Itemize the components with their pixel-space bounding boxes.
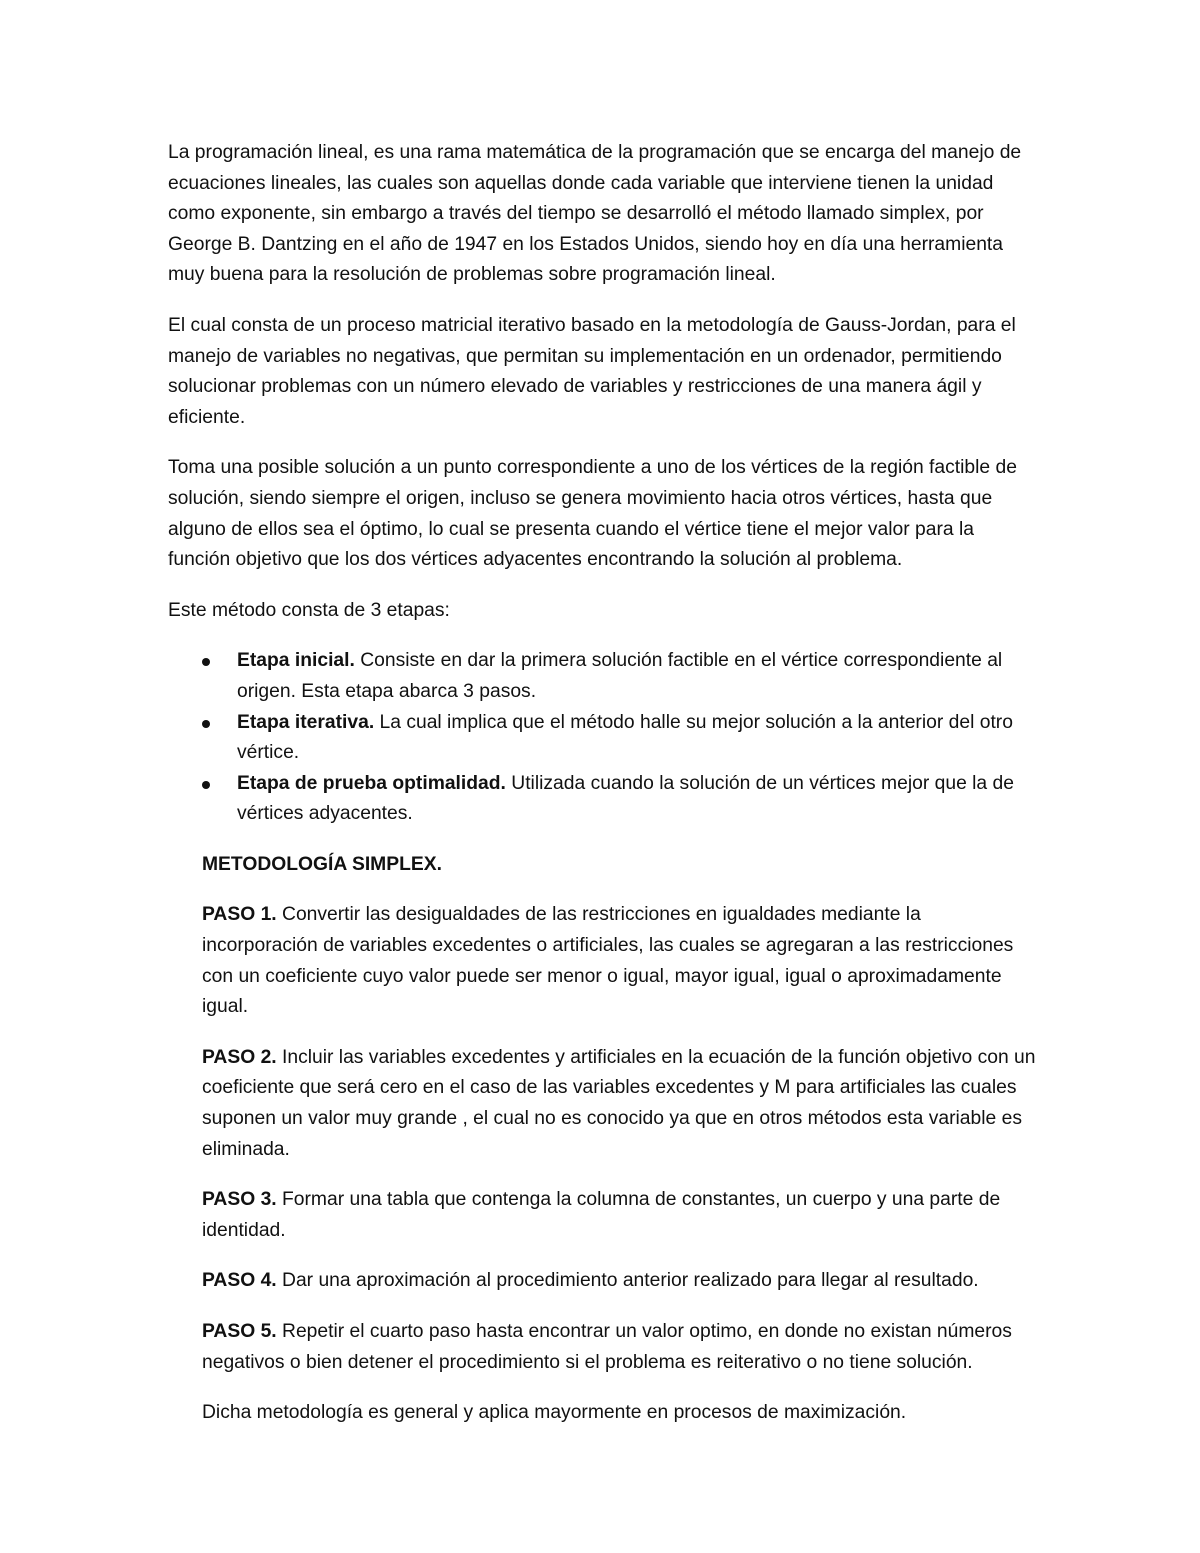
step-paragraph — [168, 900, 1038, 1022]
step-label: PASO 3. — [202, 1189, 277, 1211]
step-text: Dar una aproximación al procedimiento anterior realizado para llegar al resultado. — [276, 1270, 979, 1292]
bullet-icon — [202, 781, 210, 789]
step-text: Repetir el cuarto paso hasta encontrar un valor optimo, en donde no existan números negativos o bien detener el procedimiento si el problema es reiterativo o no tiene solución. — [202, 1321, 1012, 1373]
stage-text: La cual implica que el método halle su mejor solución a la anterior del otro vértice. — [237, 711, 1013, 764]
list-item — [168, 646, 1038, 707]
step-label: PASO 1. — [202, 904, 277, 926]
stage-label: Etapa de prueba optimalidad. — [237, 772, 506, 794]
stages-intro: Este método consta de 3 etapas: — [168, 599, 450, 621]
step-text: Convertir las desigualdades de las restricciones en igualdades mediante la incorporación de variables excedentes o artificiales, las cuales se agregaran a las restricciones con un coeficiente cuyo valor puede ser menor o igual, mayor igual, igual o aproximadamente igual. — [202, 904, 1014, 1018]
stages-list — [168, 646, 1038, 830]
step-text: Incluir las variables excedentes y artificiales en la ecuación de la función objetivo con un coeficiente que será cero en el caso de las variables excedentes y M para artificiales las cuales suponen un valor muy grande , el cual no es conocido ya que en otros métodos esta variable es eliminada. — [202, 1046, 1036, 1160]
intro-paragraph: La programación lineal, es una rama matemática de la programación que se encarga del manejo de ecuaciones lineales, las cuales son aquellas donde cada variable que interviene tienen la unidad como exponente, sin embargo a través del tiempo se desarrolló el método llamado simplex, por George B. Dantzing en el año de 1947 en los Estados Unidos, siendo hoy en día una herramienta muy buena para la resolución de problemas sobre programación lineal. — [168, 142, 1022, 286]
section-heading: METODOLOGÍA SIMPLEX. — [202, 853, 442, 875]
list-item — [168, 708, 1038, 769]
closing-paragraph: Dicha metodología es general y aplica mayormente en procesos de maximización. — [202, 1402, 907, 1424]
list-item — [168, 769, 1038, 830]
solution-paragraph: Toma una posible solución a un punto correspondiente a uno de los vértices de la región factible de solución, siendo siempre el origen, incluso se genera movimiento hacia otros vértices, hasta que alguno de ellos sea el óptimo, lo cual se presenta cuando el vértice tiene el mejor valor para la función objetivo que los dos vértices adyacentes encontrando la solución al problema. — [168, 457, 1017, 571]
bullet-icon — [202, 658, 210, 666]
step-label: PASO 2. — [202, 1046, 277, 1068]
step-paragraph — [168, 1266, 1038, 1297]
step-paragraph — [168, 1317, 1038, 1378]
bullet-icon — [202, 720, 210, 728]
step-paragraph — [168, 1043, 1038, 1165]
step-label: PASO 4. — [202, 1270, 277, 1292]
document-page — [168, 138, 1038, 1449]
stage-text: Utilizada cuando la solución de un vértices mejor que la de vértices adyacentes. — [237, 772, 1014, 825]
stage-text: Consiste en dar la primera solución factible en el vértice correspondiente al origen. Esta etapa abarca 3 pasos. — [237, 650, 1003, 702]
stage-label: Etapa iterativa. — [237, 711, 375, 733]
step-label: PASO 5. — [202, 1321, 277, 1342]
step-paragraph — [168, 1185, 1038, 1246]
process-paragraph: El cual consta de un proceso matricial iterativo basado en la metodología de Gauss-Jordan, para el manejo de variables no negativas, que permitan su implementación en un ordenador, permitiendo solucionar problemas con un número elevado de variables y restricciones de una manera ágil y eficiente. — [168, 314, 1016, 428]
stage-label: Etapa inicial. — [237, 650, 355, 672]
step-text: Formar una tabla que contenga la columna de constantes, un cuerpo y una parte de identidad. — [202, 1189, 1001, 1241]
